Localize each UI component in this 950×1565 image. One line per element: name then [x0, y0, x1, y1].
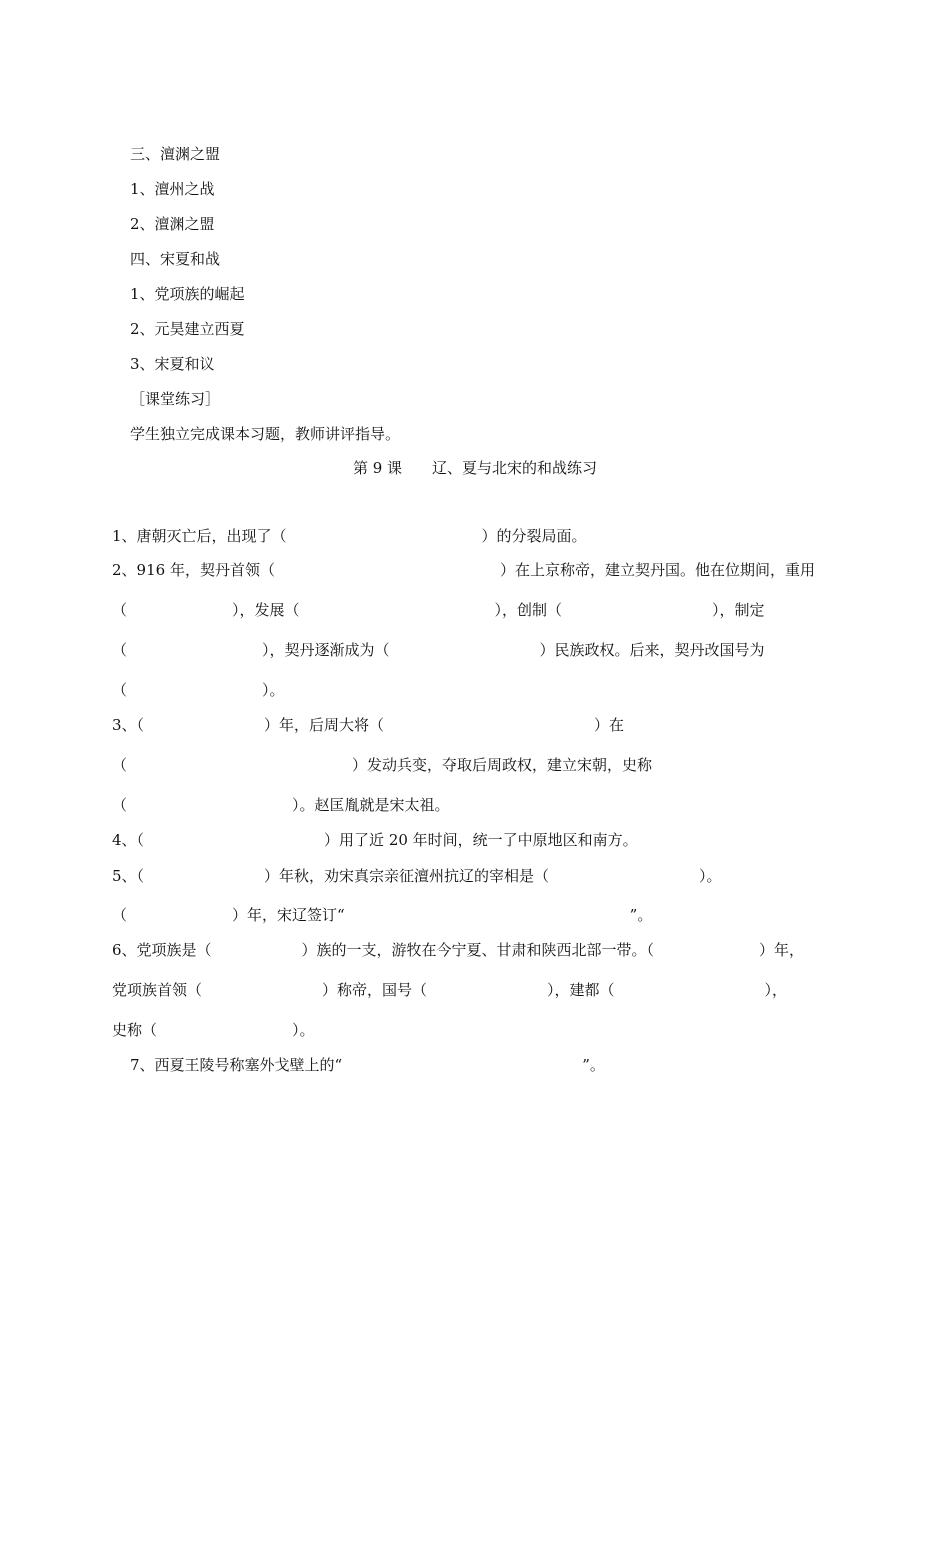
question-line: 1、唐朝灭亡后，出现了（ ）的分裂局面。 [112, 527, 587, 545]
exercise-title: 第 9 课 辽、夏与北宋的和战练习 [352, 459, 598, 477]
outline-item: 1、党项族的崛起 [130, 285, 245, 303]
question-line: 4、（ ）用了近 20 年时间，统一了中原地区和南方。 [112, 831, 638, 849]
outline-item: 2、元昊建立西夏 [130, 320, 245, 338]
outline-item: 3、宋夏和议 [130, 355, 215, 373]
question-line: （ ）年，宋辽签订“ ”。 [112, 906, 653, 924]
question-line: （ ）发动兵变，夺取后周政权，建立宋朝，史称 [112, 756, 653, 774]
question-line: 史称（ ）。 [112, 1021, 315, 1039]
classroom-practice-text: 学生独立完成课本习题，教师讲评指导。 [130, 425, 401, 443]
question-line: 5、（ ）年秋，劝宋真宗亲征澶州抗辽的宰相是（ ）。 [112, 867, 722, 885]
question-line: （ ），发展（ ），创制（ ），制定 [112, 601, 765, 619]
question-line: （ ）。赵匡胤就是宋太祖。 [112, 796, 450, 814]
question-line: 7、西夏王陵号称塞外戈壁上的“ ”。 [130, 1056, 605, 1074]
outline-item: 2、澶渊之盟 [130, 215, 215, 233]
outline-heading: 三、澶渊之盟 [130, 145, 221, 163]
question-line: 党项族首领（ ）称帝，国号（ ），建都（ ）， [112, 981, 788, 999]
outline-heading: 四、宋夏和战 [130, 250, 221, 268]
question-line: （ ），契丹逐渐成为（ ）民族政权。后来，契丹改国号为 [112, 641, 765, 659]
question-line: 2、916 年，契丹首领（ ）在上京称帝，建立契丹国。他在位期间，重用 [112, 561, 815, 579]
outline-item: 1、澶州之战 [130, 180, 215, 198]
question-line: 3、（ ）年，后周大将（ ）在 [112, 716, 625, 734]
classroom-practice-heading: ［课堂练习］ [130, 390, 221, 408]
question-line: 6、党项族是（ ）族的一支，游牧在今宁夏、甘肃和陕西北部一带。（ ）年， [112, 941, 805, 959]
question-line: （ ）。 [112, 681, 285, 699]
